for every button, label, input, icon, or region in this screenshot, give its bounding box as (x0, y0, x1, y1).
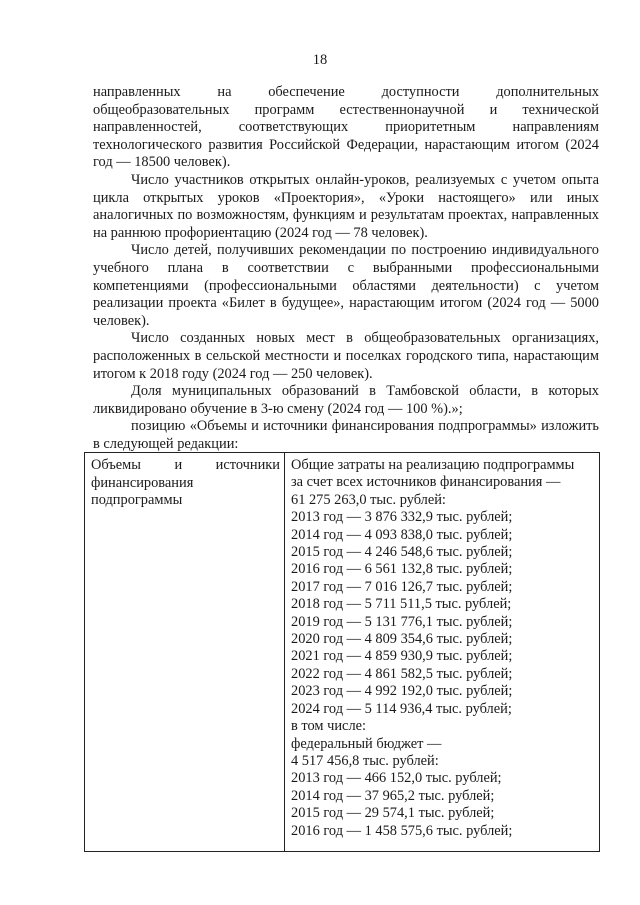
right-cell-line: 2014 год — 4 093 838,0 тыс. рублей; (291, 526, 513, 543)
left-cell-line: подпрограммы (91, 492, 183, 509)
right-cell-line: 2021 год — 4 859 930,9 тыс. рублей; (291, 648, 513, 665)
right-cell-line: 2014 год — 37 965,2 тыс. рублей; (291, 787, 495, 804)
table-left-cell (85, 453, 285, 851)
page-number: 18 (312, 52, 328, 68)
paragraph-third-shift: Доля муниципальных образований в Тамбовской области, в которых ликвидировано обучение в 3-ю смену (2024 год — 100 %).»; (93, 383, 599, 417)
document-body (93, 84, 599, 453)
right-cell-line: 2023 год — 4 992 192,0 тыс. рублей; (291, 683, 513, 700)
right-cell-line: 2016 год — 1 458 575,6 тыс. рублей; (291, 822, 513, 839)
right-cell-line: 2019 год — 5 131 776,1 тыс. рублей; (291, 613, 513, 630)
right-cell-line: 2015 год — 29 574,1 тыс. рублей; (291, 805, 495, 822)
left-cell-line: Объемы и источники (91, 457, 280, 473)
paragraph-individual-plan: Число детей, получивших рекомендации по построению индивидуального учебного плана в соответствии с выбранными профессиональными компетенциями (профессиональными областями деятельности) с учетом реализации проекта «Билет в будущее», нарастающим итогом (2024 год — 5000 человек). (93, 242, 599, 329)
right-cell-line: 2022 год — 4 861 582,5 тыс. рублей; (291, 665, 513, 682)
right-cell-line: в том числе: (291, 718, 367, 735)
right-cell-line: за счет всех источников финансирования — (291, 474, 561, 491)
right-cell-line: 2016 год — 6 561 132,8 тыс. рублей; (291, 561, 513, 578)
right-cell-line: 4 517 456,8 тыс. рублей: (291, 752, 439, 769)
paragraph-table-intro: позицию «Объемы и источники финансирования подпрограммы» изложить в следующей редакции: (93, 418, 599, 452)
paragraph-continuation: направленных на обеспечение доступности дополнительных общеобразовательных программ естественнонаучной и технической направленностей, соответствующих приоритетным направлениям технологического развития Российской Федерации, нарастающим итогом (2024 год — 18500 человек). (93, 84, 599, 171)
table-right-cell (285, 453, 599, 851)
left-cell-line: финансирования (91, 474, 194, 491)
funding-table (84, 452, 600, 852)
right-cell-line: 2024 год — 5 114 936,4 тыс. рублей; (291, 700, 512, 717)
right-cell-line: 2018 год — 5 711 511,5 тыс. рублей; (291, 596, 512, 613)
right-cell-line: Общие затраты на реализацию подпрограммы (291, 457, 575, 473)
paragraph-online-lessons: Число участников открытых онлайн-уроков, реализуемых с учетом опыта цикла открытых уроков «Проектория», «Уроки настоящего» или иных аналогичных по возможностям, функциям и результатам проектах, направленных на раннюю профориентацию (2024 год — 78 человек). (93, 171, 599, 241)
right-cell-line: федеральный бюджет — (291, 735, 442, 752)
right-cell-line: 2013 год — 466 152,0 тыс. рублей; (291, 770, 502, 787)
right-cell-line: 2017 год — 7 016 126,7 тыс. рублей; (291, 578, 513, 595)
right-cell-line: 2020 год — 4 809 354,6 тыс. рублей; (291, 631, 513, 648)
right-cell-line: 61 275 263,0 тыс. рублей: (291, 491, 446, 508)
right-cell-line: 2015 год — 4 246 548,6 тыс. рублей; (291, 544, 513, 561)
right-cell-line: 2013 год — 3 876 332,9 тыс. рублей; (291, 509, 513, 526)
paragraph-new-places: Число созданных новых мест в общеобразовательных организациях, расположенных в сельской местности и поселках городского типа, нарастающим итогом к 2018 году (2024 год — 250 человек). (93, 330, 599, 382)
